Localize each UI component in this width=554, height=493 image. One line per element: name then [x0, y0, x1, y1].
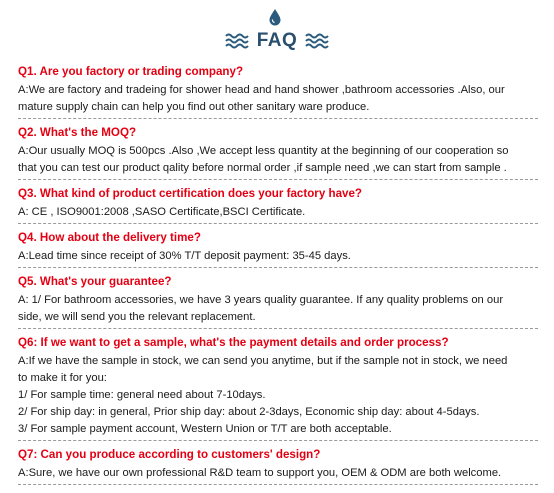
title-row: [0, 28, 554, 54]
answer-line: A:Our usually MOQ is 500pcs .Also ,We accept less quantity at the beginning of our cooperation so: [18, 145, 509, 157]
faq-item: [18, 64, 538, 119]
faq-item: [18, 186, 538, 224]
faq-answer: [18, 82, 538, 116]
faq-question: Q5. What's your guarantee?: [18, 275, 172, 288]
faq-question: Q2. What's the MOQ?: [18, 126, 137, 139]
answer-line: mature supply chain can help you find out other sanitary ware produce.: [18, 101, 370, 113]
faq-header: [0, 4, 554, 56]
faq-question: Q6: If we want to get a sample, what's the payment details and order process?: [18, 336, 449, 349]
faq-question: Q4. How about the delivery time?: [18, 231, 201, 244]
faq-item: [18, 335, 538, 441]
answer-line: to make it for you:: [18, 372, 107, 384]
faq-list: [18, 64, 538, 491]
faq-answer: [18, 143, 538, 177]
answer-line: that you can test our product qality before normal order ,if sample need ,we can start from sample .: [18, 162, 507, 174]
answer-line: A:Sure, we have our own professional R&D team to support you, OEM & ODM are both welcome.: [18, 467, 502, 479]
answer-line: A:We are factory and tradeing for shower head and hand shower ,bathroom accessories .Also, our: [18, 84, 505, 96]
page-title: FAQ: [256, 30, 298, 51]
faq-question: Q3. What kind of product certification does your factory have?: [18, 187, 362, 200]
answer-line: A:If we have the sample in stock, we can send you anytime, but if the sample not in stock, we need: [18, 355, 508, 367]
water-drop-icon: [267, 8, 283, 26]
answer-line: A: 1/ For bathroom accessories, we have 3 years quality guarantee. If any quality problems on our: [18, 294, 504, 306]
faq-answer: [18, 248, 538, 265]
answer-line: A:Lead time since receipt of 30% T/T deposit payment: 35-45 days.: [18, 250, 351, 262]
faq-item: [18, 274, 538, 329]
answer-line: side, we will send you the relevant replacement.: [18, 311, 256, 323]
answer-line: A: CE , ISO9001:2008 ,SASO Certificate,BSCI Certificate.: [18, 206, 306, 218]
faq-answer: [18, 204, 538, 221]
answer-line: 2/ For ship day: in general, Prior ship day: about 2-3days, Economic ship day: about 4-5days.: [18, 406, 480, 418]
faq-question: Q1. Are you factory or trading company?: [18, 65, 244, 78]
answer-line: 1/ For sample time: general need about 7-10days.: [18, 389, 266, 401]
faq-item: [18, 230, 538, 268]
faq-item: [18, 125, 538, 180]
waves-icon: [305, 32, 329, 50]
faq-item: [18, 447, 538, 485]
faq-answer: [18, 465, 538, 482]
waves-icon: [225, 32, 249, 50]
answer-line: 3/ For sample payment account, Western Union or T/T are both acceptable.: [18, 423, 392, 435]
faq-answer: [18, 292, 538, 326]
faq-question: Q7: Can you produce according to customers' design?: [18, 448, 321, 461]
faq-answer: [18, 353, 538, 438]
